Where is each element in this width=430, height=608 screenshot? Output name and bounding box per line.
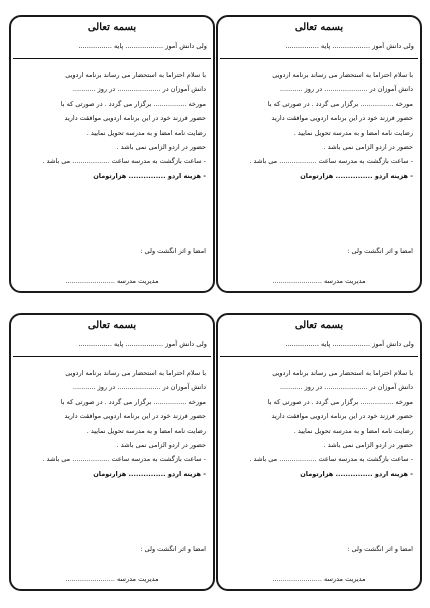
school-management-label: مدیریت مدرسه ........................ <box>65 277 159 285</box>
form-body <box>18 366 206 481</box>
header-divider <box>13 356 211 357</box>
body-line: دانش آموزان در ..................... در روز ........... <box>72 85 206 94</box>
form-title: بسمه تعالی <box>294 22 344 33</box>
permission-form-bottom-right <box>216 313 422 591</box>
body-line: رضایت نامه امضا و به مدرسه تحویل نمایید . <box>86 426 206 435</box>
student-name-grade-line: ولی دانش آموز .................. پایه ................ <box>285 42 414 50</box>
body-line: مورخه ................ برگزار می گردد . در صورتی که با <box>60 99 206 108</box>
body-line: مورخه ................ برگزار می گردد . در صورتی که با <box>267 99 413 108</box>
body-line: رضایت نامه امضا و به مدرسه تحویل نمایید . <box>293 128 413 137</box>
student-name-grade-line: ولی دانش آموز .................. پایه ................ <box>78 42 207 50</box>
form-title: بسمه تعالی <box>294 320 344 331</box>
trip-cost-line: - هزینه اردو ............... هزارتومان <box>300 469 413 478</box>
parent-signature-label: امضا و اثر انگشت ولی : <box>347 247 413 255</box>
body-line: حضور در اردو الزامی نمی باشد . <box>323 143 413 152</box>
return-time-line: - ساعت بازگشت به مدرسه ساعت .................. می باشد . <box>249 455 413 464</box>
return-time-line: - ساعت بازگشت به مدرسه ساعت .................. می باشد . <box>249 157 413 166</box>
school-management-label: مدیریت مدرسه ........................ <box>272 277 366 285</box>
parent-signature-label: امضا و اثر انگشت ولی : <box>140 247 206 255</box>
school-management-label: مدیریت مدرسه ........................ <box>65 575 159 583</box>
body-line: دانش آموزان در ..................... در روز ........... <box>72 383 206 392</box>
body-line: دانش آموزان در ..................... در روز ........... <box>279 85 413 94</box>
parent-signature-label: امضا و اثر انگشت ولی : <box>140 545 206 553</box>
header-divider <box>220 58 418 59</box>
body-line: دانش آموزان در ..................... در روز ........... <box>279 383 413 392</box>
trip-cost-line: - هزینه اردو ............... هزارتومان <box>93 171 206 180</box>
body-line: با سلام احتراما به استحضار می رساند برنامه اردویی <box>272 369 413 377</box>
body-line: با سلام احتراما به استحضار می رساند برنامه اردویی <box>272 71 413 79</box>
body-line: حضور فرزند خود در این برنامه اردویی موافقت دارید <box>271 114 413 123</box>
form-body <box>18 68 206 183</box>
header-divider <box>13 58 211 59</box>
body-line: مورخه ................ برگزار می گردد . در صورتی که با <box>60 397 206 406</box>
return-time-line: - ساعت بازگشت به مدرسه ساعت .................. می باشد . <box>42 157 206 166</box>
school-management-label: مدیریت مدرسه ........................ <box>272 575 366 583</box>
body-line: حضور در اردو الزامی نمی باشد . <box>323 441 413 450</box>
body-line: رضایت نامه امضا و به مدرسه تحویل نمایید . <box>86 128 206 137</box>
body-line: حضور در اردو الزامی نمی باشد . <box>116 441 206 450</box>
body-line: با سلام احتراما به استحضار می رساند برنامه اردویی <box>65 71 206 79</box>
return-time-line: - ساعت بازگشت به مدرسه ساعت .................. می باشد . <box>42 455 206 464</box>
body-line: با سلام احتراما به استحضار می رساند برنامه اردویی <box>65 369 206 377</box>
body-line: مورخه ................ برگزار می گردد . در صورتی که با <box>267 397 413 406</box>
trip-cost-line: - هزینه اردو ............... هزارتومان <box>300 171 413 180</box>
body-line: حضور فرزند خود در این برنامه اردویی موافقت دارید <box>64 114 206 123</box>
permission-form-bottom-left <box>9 313 215 591</box>
body-line: حضور در اردو الزامی نمی باشد . <box>116 143 206 152</box>
permission-form-top-right <box>216 15 422 293</box>
body-line: حضور فرزند خود در این برنامه اردویی موافقت دارید <box>271 412 413 421</box>
trip-cost-line: - هزینه اردو ............... هزارتومان <box>93 469 206 478</box>
form-body <box>225 366 413 481</box>
header-divider <box>220 356 418 357</box>
parent-signature-label: امضا و اثر انگشت ولی : <box>347 545 413 553</box>
student-name-grade-line: ولی دانش آموز .................. پایه ................ <box>285 340 414 348</box>
body-line: رضایت نامه امضا و به مدرسه تحویل نمایید . <box>293 426 413 435</box>
student-name-grade-line: ولی دانش آموز .................. پایه ................ <box>78 340 207 348</box>
form-title: بسمه تعالی <box>87 320 137 331</box>
permission-form-top-left <box>9 15 215 293</box>
form-body <box>225 68 413 183</box>
body-line: حضور فرزند خود در این برنامه اردویی موافقت دارید <box>64 412 206 421</box>
form-title: بسمه تعالی <box>87 22 137 33</box>
